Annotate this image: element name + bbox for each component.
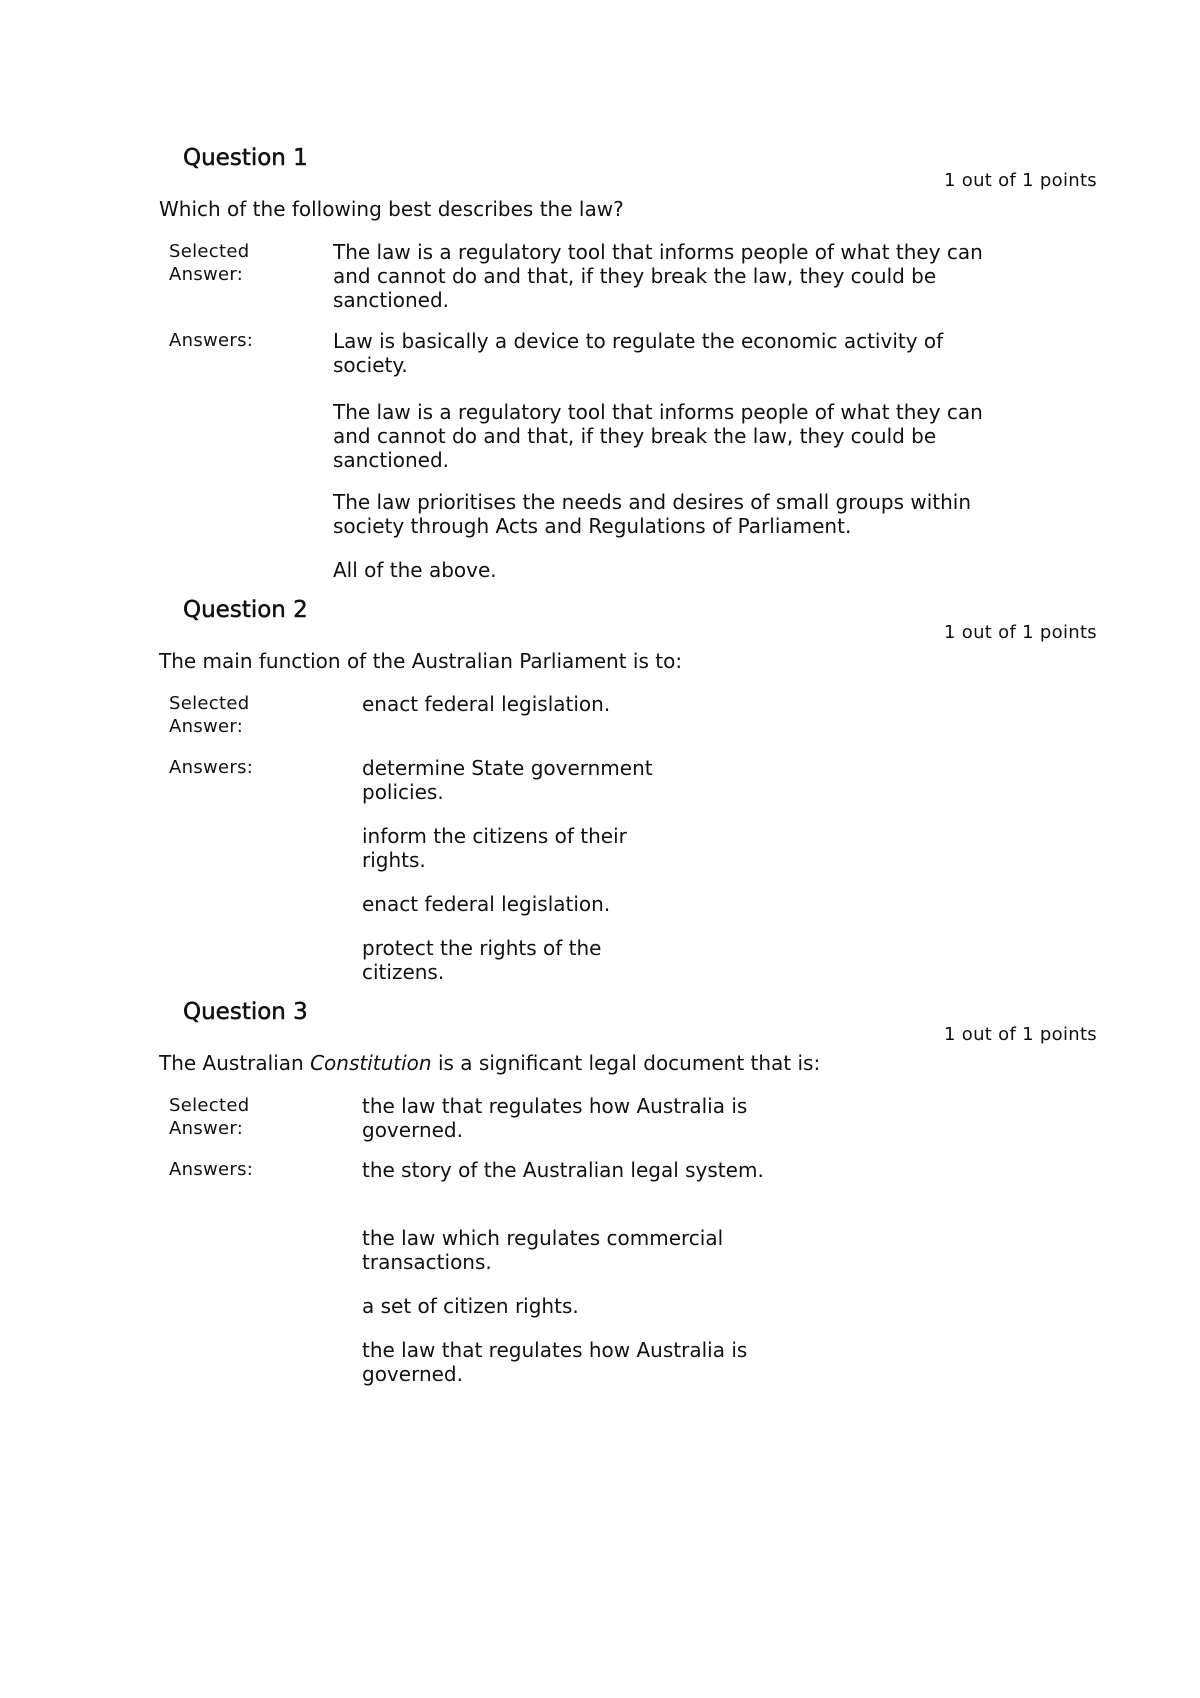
question-title: Question 1 (183, 145, 308, 171)
question-text (159, 1051, 820, 1075)
answer-option: The law is a regulatory tool that informs people of what they can and cannot do and that, if they break the law, they could be sanctioned. (333, 400, 983, 472)
answer-option: inform the citizens of their rights. (362, 824, 627, 872)
selected-answer-label (169, 692, 249, 738)
selected-label-line1: Selected (169, 693, 250, 714)
selected-label-line2: Answer: (169, 1118, 244, 1139)
answer-option: protect the rights of the citizens. (362, 936, 602, 984)
selected-answer-label (169, 240, 249, 286)
answer-option: a set of citizen rights. (362, 1294, 579, 1318)
answers-label: Answers: (169, 330, 254, 351)
selected-label-line2: Answer: (169, 264, 244, 285)
selected-answer: The law is a regulatory tool that informs people of what they can and cannot do and that, if they break the law, they could be sanctioned. (333, 240, 983, 312)
question-text: Which of the following best describes the law? (159, 197, 624, 221)
answer-option: All of the above. (333, 558, 497, 582)
answers-label: Answers: (169, 1159, 254, 1180)
question-points: 1 out of 1 points (943, 622, 1097, 643)
answer-option: enact federal legislation. (362, 892, 611, 916)
question-title: Question 3 (183, 999, 308, 1025)
question-title: Question 2 (183, 597, 308, 623)
selected-answer-label (169, 1094, 249, 1140)
answer-option: the story of the Australian legal system. (362, 1158, 764, 1182)
answers-label: Answers: (169, 757, 254, 778)
answer-option: the law that regulates how Australia is governed. (362, 1338, 748, 1386)
selected-answer: enact federal legislation. (362, 692, 611, 716)
answer-option: the law which regulates commercial transactions. (362, 1226, 724, 1274)
answer-option: The law prioritises the needs and desires of small groups within society through Acts and Regulations of Parliament. (333, 490, 972, 538)
question-text-italic: Constitution (310, 1051, 432, 1075)
selected-label-line2: Answer: (169, 716, 244, 737)
question-points: 1 out of 1 points (943, 1024, 1097, 1045)
question-text-part: is a significant legal document that is: (431, 1051, 821, 1075)
question-text: The main function of the Australian Parliament is to: (159, 649, 683, 673)
question-text-part: The Australian (159, 1051, 311, 1075)
selected-label-line1: Selected (169, 1095, 250, 1116)
selected-label-line1: Selected (169, 241, 250, 262)
selected-answer: the law that regulates how Australia is governed. (362, 1094, 748, 1142)
question-points: 1 out of 1 points (943, 170, 1097, 191)
answer-option: determine State government policies. (362, 756, 653, 804)
answer-option: Law is basically a device to regulate the economic activity of society. (333, 329, 944, 377)
